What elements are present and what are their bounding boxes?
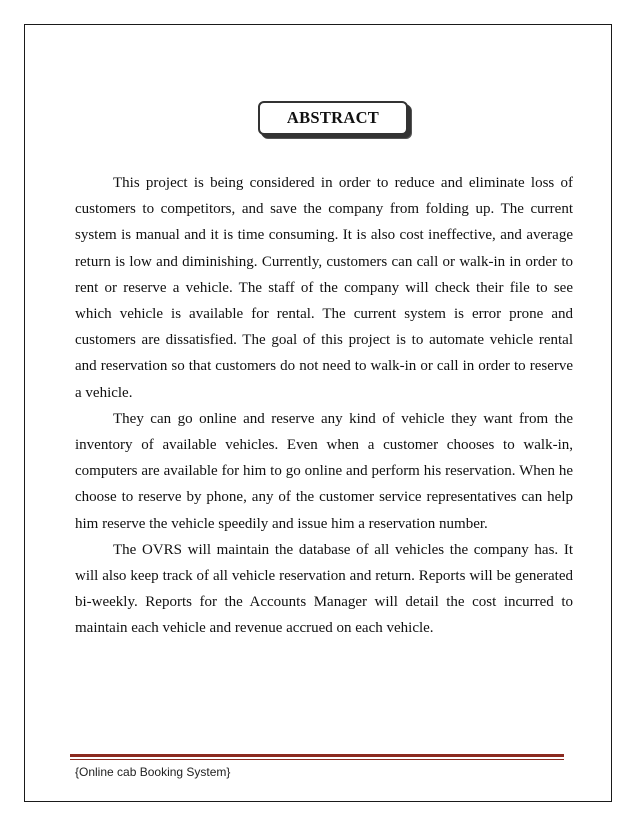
footer-text: {Online cab Booking System} <box>75 765 231 779</box>
footer-rule-thin <box>70 759 564 760</box>
paragraph-1: This project is being considered in order to reduce and eliminate loss of customers to competitors, and save the company from folding up. The current system is manual and it is time consuming. It is also cost ineffective, and average return is low and diminishing. Currently, customers can call or walk-in in order to rent or reserve a vehicle. The staff of the company will check their file to see which vehicle is available for rental. The current system is error prone and customers are dissatisfied. The goal of this project is to automate vehicle rental and reservation so that customers do not need to walk-in or call in order to reserve a vehicle. <box>75 175 573 401</box>
paragraph-3: The OVRS will maintain the database of all vehicles the company has. It will also keep track of all vehicle reservation and return. Reports will be generated bi-weekly. Reports for the Accounts Manager will detail the cost incurred to maintain each vehicle and revenue accrued on each vehicle. <box>75 541 573 637</box>
footer-rule-thick <box>70 754 564 757</box>
abstract-body <box>75 170 573 642</box>
paragraph-2: They can go online and reserve any kind of vehicle they want from the inventory of available vehicles. Even when a customer chooses to walk-in, computers are available for him to go online and perform his reservation. When he choose to reserve by phone, any of the customer service representatives can help him reserve the vehicle speedily and issue him a reservation number. <box>75 410 573 532</box>
title-box <box>258 101 408 135</box>
footer-rule <box>70 754 564 761</box>
page-title: ABSTRACT <box>286 108 380 127</box>
